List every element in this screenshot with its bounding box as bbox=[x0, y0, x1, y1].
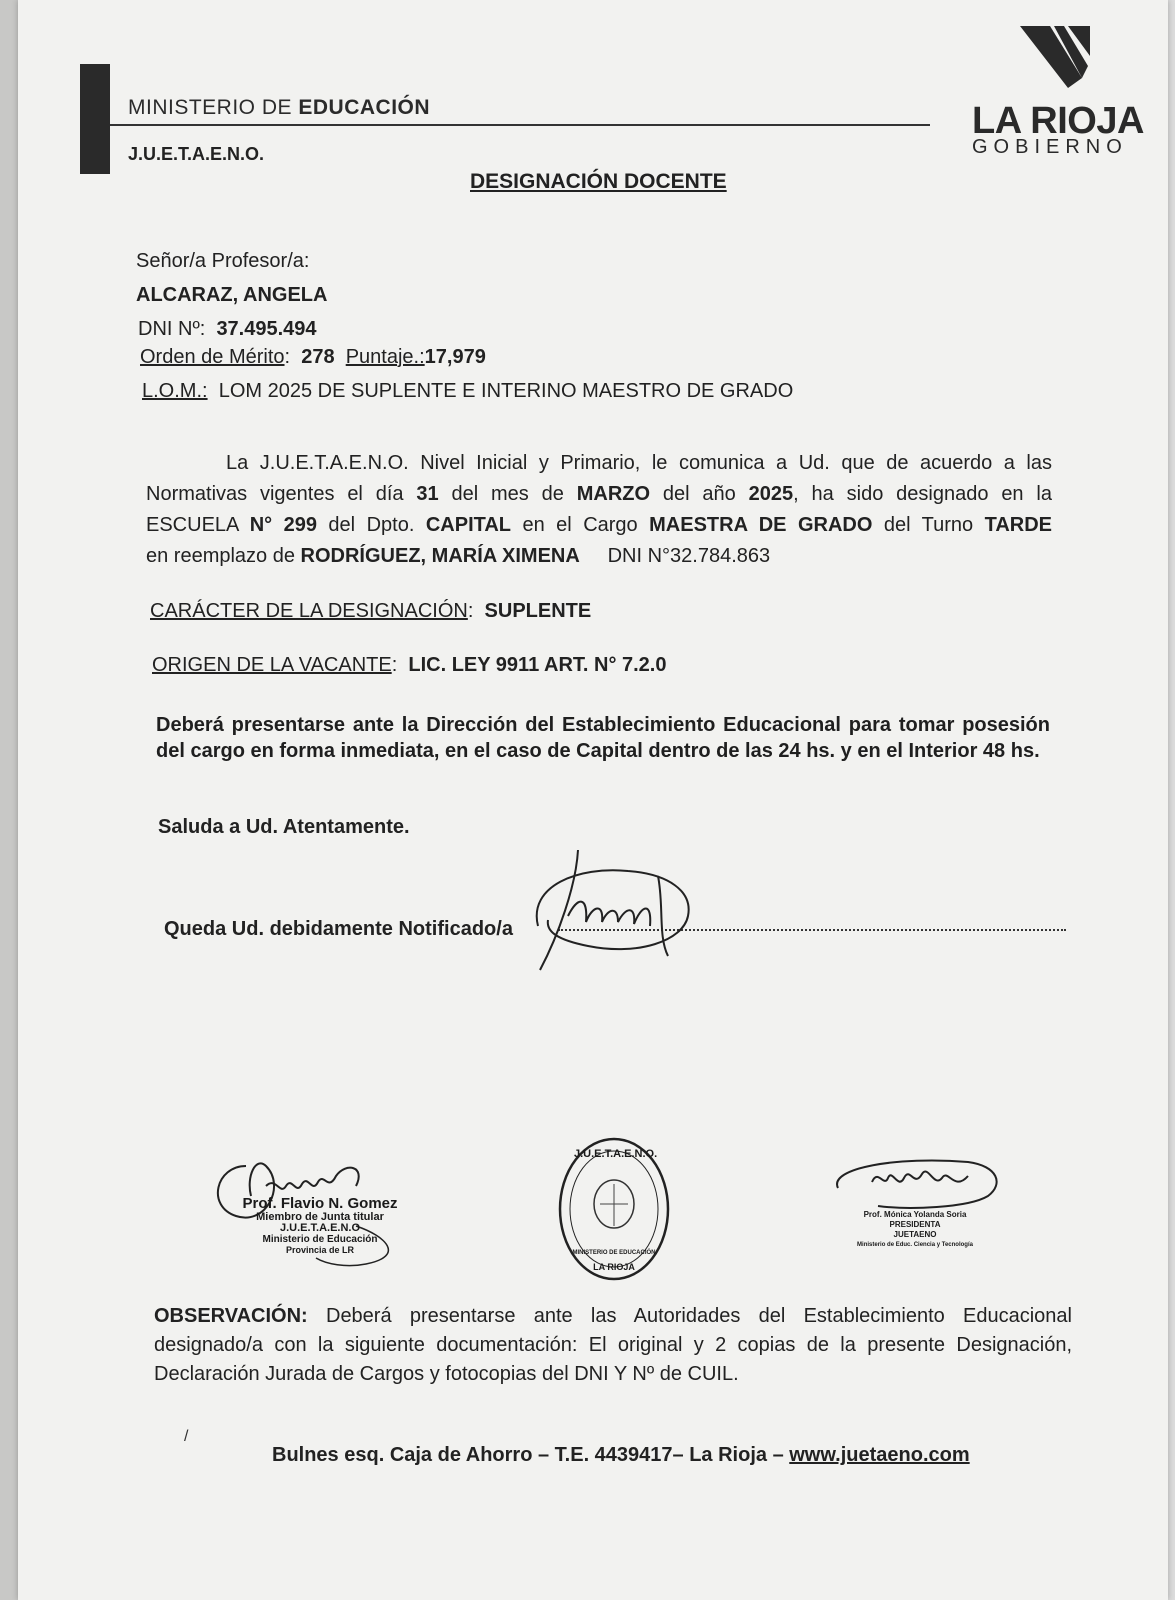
recipient-signature-icon bbox=[518, 846, 718, 976]
photo-edge bbox=[0, 0, 18, 1600]
footer-address: Bulnes esq. Caja de Ahorro – T.E. 4439417– La Rioja – www.juetaeno.com bbox=[272, 1444, 970, 1466]
recipient-name: ALCARAZ, ANGELA bbox=[136, 284, 328, 306]
seal-text-top: J.U.E.T.A.E.N.O. bbox=[574, 1148, 658, 1160]
website-link[interactable]: www.juetaeno.com bbox=[789, 1444, 970, 1466]
lom-line: L.O.M.: LOM 2025 DE SUPLENTE E INTERINO MAESTRO DE GRADO bbox=[142, 380, 794, 402]
ministerio-title: MINISTERIO DE EDUCACIÓN bbox=[128, 96, 431, 119]
firma-gomez-stamp: Prof. Flavio N. Gomez Miembro de Junta titular J.U.E.T.A.E.N.O Ministerio de Educación Provincia de LR bbox=[242, 1195, 398, 1255]
orden-value: 278 bbox=[301, 346, 335, 368]
origen-line: ORIGEN DE LA VACANTE: LIC. LEY 9911 ART. N° 7.2.0 bbox=[152, 654, 667, 676]
observacion-label: OBSERVACIÓN: bbox=[154, 1305, 308, 1327]
designation-paragraph: La J.U.E.T.A.E.N.O. Nivel Inicial y Primario, le comunica a Ud. que de acuerdo a las Normativas vigentes el día 31 del mes de MARZO del año 2025, ha sido designado en la ESCUELA N° 299 del Dpto. CAPITAL en el Cargo MAESTRA DE GRADO del Turno TARDE en reemplazo de RODRÍGUEZ, MARÍA XIMENA DNI N°32.784.863 bbox=[146, 452, 1052, 567]
pen-mark: / bbox=[184, 1428, 189, 1445]
observacion-paragraph: OBSERVACIÓN: Deberá presentarse ante las Autoridades del Establecimiento Educacional designado/a con la siguiente documentación: El original y 2 copias de la presente Designación, Declaración Jurada de Cargos y fotocopias del DNI Y Nº de CUIL. bbox=[154, 1305, 1072, 1385]
caracter-value: SUPLENTE bbox=[484, 600, 592, 622]
caracter-line: CARÁCTER DE LA DESIGNACIÓN: SUPLENTE bbox=[150, 600, 592, 622]
salutation: Señor/a Profesor/a: bbox=[136, 250, 310, 272]
la-rioja-logo-icon bbox=[1020, 26, 1092, 90]
header-rule bbox=[110, 124, 930, 126]
seal-text-middle: MINISTERIO DE EDUCACIÓN bbox=[572, 1250, 656, 1256]
logo-subtitle: GOBIERNO bbox=[972, 136, 1128, 158]
logo-name: LA RIOJA bbox=[972, 100, 1144, 142]
dni-value: 37.495.494 bbox=[216, 318, 317, 340]
puntaje-value: 17,979 bbox=[424, 346, 486, 368]
header-bar bbox=[80, 64, 110, 174]
saludo: Saluda a Ud. Atentamente. bbox=[158, 816, 410, 838]
instruccion-paragraph: Deberá presentarse ante la Dirección del Establecimiento Educacional para tomar posesión del cargo en forma inmediata, en el caso de Capital dentro de las 24 hs. y en el Interior 48 hs. bbox=[156, 714, 1050, 762]
origen-value: LIC. LEY 9911 ART. N° 7.2.0 bbox=[408, 654, 667, 676]
junta-acronym: J.U.E.T.A.E.N.O. bbox=[128, 144, 265, 164]
notificado-label: Queda Ud. debidamente Notificado/a bbox=[164, 918, 513, 940]
seal-text-bottom: LA RIOJA bbox=[593, 1262, 635, 1272]
document-title: DESIGNACIÓN DOCENTE bbox=[470, 170, 727, 193]
firma-soria-stamp: Prof. Mónica Yolanda Soria PRESIDENTA JUETAENO Ministerio de Educ. Ciencia y Tecnología bbox=[857, 1210, 973, 1248]
document-page bbox=[18, 0, 1168, 1600]
orden-line: Orden de Mérito: 278 Puntaje.:17,979 bbox=[140, 346, 486, 368]
dni-line: DNI Nº: 37.495.494 bbox=[138, 318, 317, 340]
